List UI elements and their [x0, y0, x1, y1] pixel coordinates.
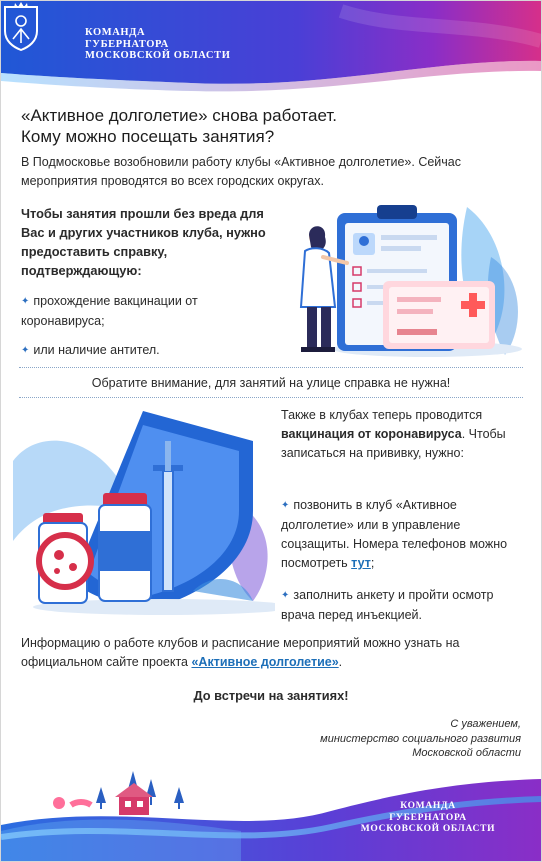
footer-brand-line: ГУБЕРНАТОРА [389, 812, 467, 823]
step-call-end: ; [370, 556, 375, 570]
title-line: «Активное долголетие» снова работает. [21, 106, 337, 125]
step-call-text: позвонить в клуб «Активное долголетие» или в управление соцзащиты. Номера телефонов можно посмотреть [281, 498, 508, 570]
page-title [21, 105, 521, 147]
requirement-text: Чтобы занятия прошли без вреда для Вас и других участников клуба, нужно предоставить справку, подтверждающую: [21, 206, 266, 278]
signature-line: С уважением, [450, 718, 521, 730]
coat-of-arms-icon [1, 1, 41, 51]
brand-line: МОСКОВСКОЙ ОБЛАСТИ [85, 50, 231, 61]
star-bullet-icon: ✦ [21, 345, 30, 356]
footer-brand-line: МОСКОВСКОЙ ОБЛАСТИ [360, 824, 496, 834]
phones-link[interactable]: тут [351, 556, 371, 570]
info-text [21, 634, 531, 672]
footer-brand-line: КОМАНДА [400, 801, 456, 811]
info-text-end: . [338, 655, 343, 669]
signature-line: Московской области [412, 747, 521, 759]
requirement-item [21, 292, 266, 331]
vaccination-text [281, 406, 526, 463]
star-bullet-icon: ✦ [21, 296, 30, 307]
doctor-with-document-illustration [277, 197, 527, 359]
shield-vaccine-illustration [13, 401, 275, 621]
star-bullet-icon: ✦ [281, 500, 290, 511]
signature-line: министерство социального развития [320, 732, 521, 745]
vaccination-text-pre: Также в клубах теперь проводится [281, 408, 483, 422]
requirement-item-text: прохождение вакцинации от коронавируса; [21, 294, 198, 328]
step-form [281, 586, 526, 625]
info-text-body: Информацию о работе клубов и расписание мероприятий можно узнать на официальном сайте проекта [21, 636, 460, 669]
brand-line: КОМАНДА [85, 27, 146, 38]
notice-text: Обратите внимание, для занятий на улице справка не нужна! [91, 376, 451, 390]
header-banner [1, 1, 541, 93]
divider [19, 367, 523, 368]
step-form-text: заполнить анкету и пройти осмотр врача перед инъекцией. [281, 588, 494, 622]
footer-brand [353, 801, 503, 836]
project-site-link[interactable]: «Активное долголетие» [191, 655, 339, 669]
requirement-item [21, 341, 266, 361]
closing-text: До встречи на занятиях! [193, 688, 349, 703]
vaccination-text-post: . Чтобы записаться на прививку, нужно: [281, 427, 506, 460]
intro-text: В Подмосковье возобновили работу клубы «Активное долголетие». Сейчас мероприятия проводятся во всех городских округах. [21, 155, 461, 188]
header-gradient [1, 1, 541, 93]
star-bullet-icon: ✦ [281, 590, 290, 601]
title-line: Кому можно посещать занятия? [21, 127, 275, 146]
requirement-item-text: или наличие антител. [33, 343, 160, 357]
step-call [281, 496, 526, 573]
brand-line: ГУБЕРНАТОРА [85, 38, 169, 50]
vaccination-text-bold: вакцинация от коронавируса [281, 427, 462, 441]
header-brand [85, 27, 231, 62]
divider [19, 397, 523, 398]
